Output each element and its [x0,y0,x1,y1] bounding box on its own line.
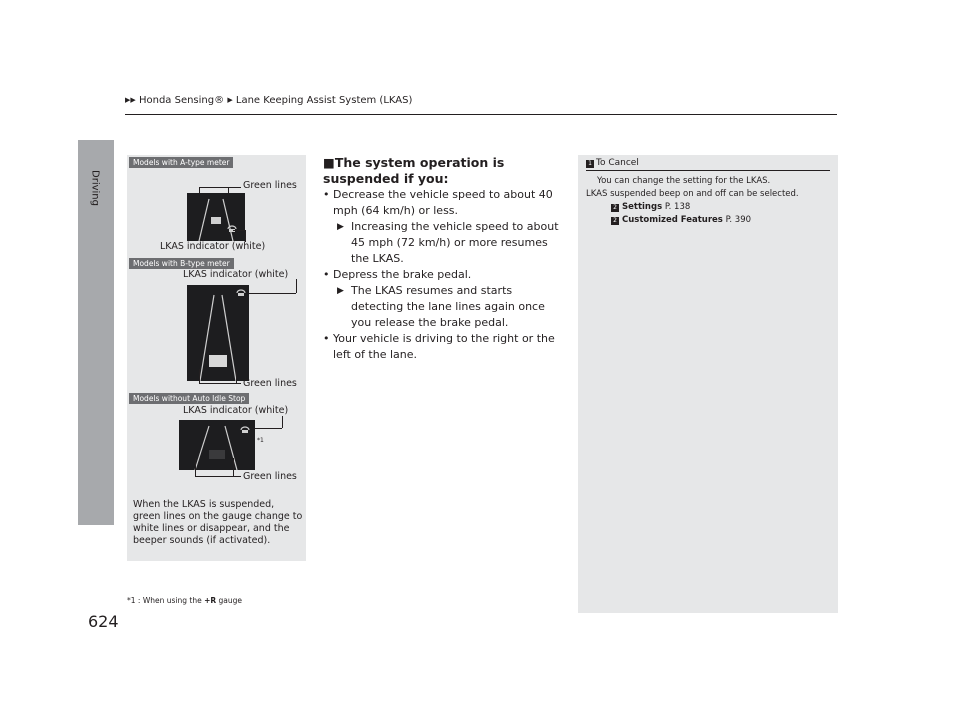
header-divider [125,114,837,115]
figure-note: When the LKAS is suspended, green lines on the gauge change to white lines or disappear, and the beeper sounds (if activated). [133,499,303,546]
leader-line [296,279,297,293]
sidenote-title: 1 To Cancel [586,158,639,168]
panel-a-lane-graphic [187,193,245,241]
bullet-icon: • [323,332,330,345]
list-item-sub: ▶ Increasing the vehicle speed to about 45 mph (72 km/h) or more resumes the LKAS. [337,220,559,265]
footnote [127,596,242,605]
panel-a-tag: Models with A-type meter [129,157,233,168]
ref-link-settings[interactable]: 2 Settings P. 138 [611,201,690,214]
page-number: 624 [88,612,119,631]
leader-line [199,383,241,384]
panel-b-lkas-indicator-label: LKAS indicator (white) [183,269,289,280]
leader-line [247,293,296,294]
figure-panel [127,155,306,561]
section-label: Driving [89,170,101,206]
leader-line [233,230,245,231]
leader-line [282,416,283,428]
ref-link-customized-features[interactable]: 2 Customized Features P. 390 [611,214,751,227]
breadcrumb-item-honda-sensing[interactable]: Honda Sensing® [138,95,225,106]
panel-a-gauge-screen [187,193,245,241]
sidenote-panel [578,155,838,613]
panel-c-footnote-mark: *1 [257,437,264,444]
panel-a-lkas-indicator-label: LKAS indicator (white) [160,241,266,252]
sidenote-divider [586,170,830,171]
heading-square-icon: ■ [323,155,335,170]
breadcrumb-item-lkas[interactable]: Lane Keeping Assist System (LKAS) [235,95,413,106]
list-item: • Your vehicle is driving to the right or the left of the lane. [323,332,555,361]
bullet-icon: • [323,268,330,281]
leader-line [195,458,196,476]
panel-c-tag: Models without Auto Idle Stop [129,393,249,404]
footnote-gauge: +R [204,596,217,605]
panel-b-tag: Models with B-type meter [129,258,234,269]
panel-c-green-lines-label: Green lines [243,471,297,482]
leader-line [199,369,200,383]
leader-line [253,428,282,429]
bullet-icon: • [323,188,330,201]
list-item: • Depress the brake pedal. [323,268,472,281]
breadcrumb-arrow-icon: ▶ [227,96,233,104]
leader-line [199,187,241,188]
section-heading: ■The system operation is suspended if you: [323,155,505,186]
result-arrow-icon: ▶ [337,222,344,232]
panel-c-lane-graphic [179,420,255,470]
panel-c-lkas-indicator-label: LKAS indicator (white) [183,405,289,416]
panel-b-lane-graphic [187,285,249,381]
leader-line [236,369,237,383]
panel-b-gauge-screen [187,285,249,381]
panel-c-gauge-screen [179,420,255,470]
page-ref-icon: 2 [611,217,619,225]
footnote-suffix: gauge [218,596,243,605]
sidenote-line: LKAS suspended beep on and off can be selected. [586,189,799,199]
panel-b-green-lines-label: Green lines [243,378,297,389]
footnote-text: *1 : When using the [127,596,202,605]
result-arrow-icon: ▶ [337,286,344,296]
leader-line [233,458,234,476]
breadcrumb [125,95,412,106]
page-ref-icon: 2 [611,204,619,212]
breadcrumb-arrow-icon: ▶▶ [125,96,136,104]
main-content [323,155,563,363]
list-item: • Decrease the vehicle speed to about 40 mph (64 km/h) or less. [323,188,553,217]
sidenote-line: You can change the setting for the LKAS. [597,176,771,186]
list-item-sub: ▶ The LKAS resumes and starts detecting the lane lines again once you release the brake pedal. [337,284,545,329]
panel-a-green-lines-label: Green lines [243,180,297,191]
note-number-icon: 1 [586,160,594,168]
leader-line [195,476,241,477]
